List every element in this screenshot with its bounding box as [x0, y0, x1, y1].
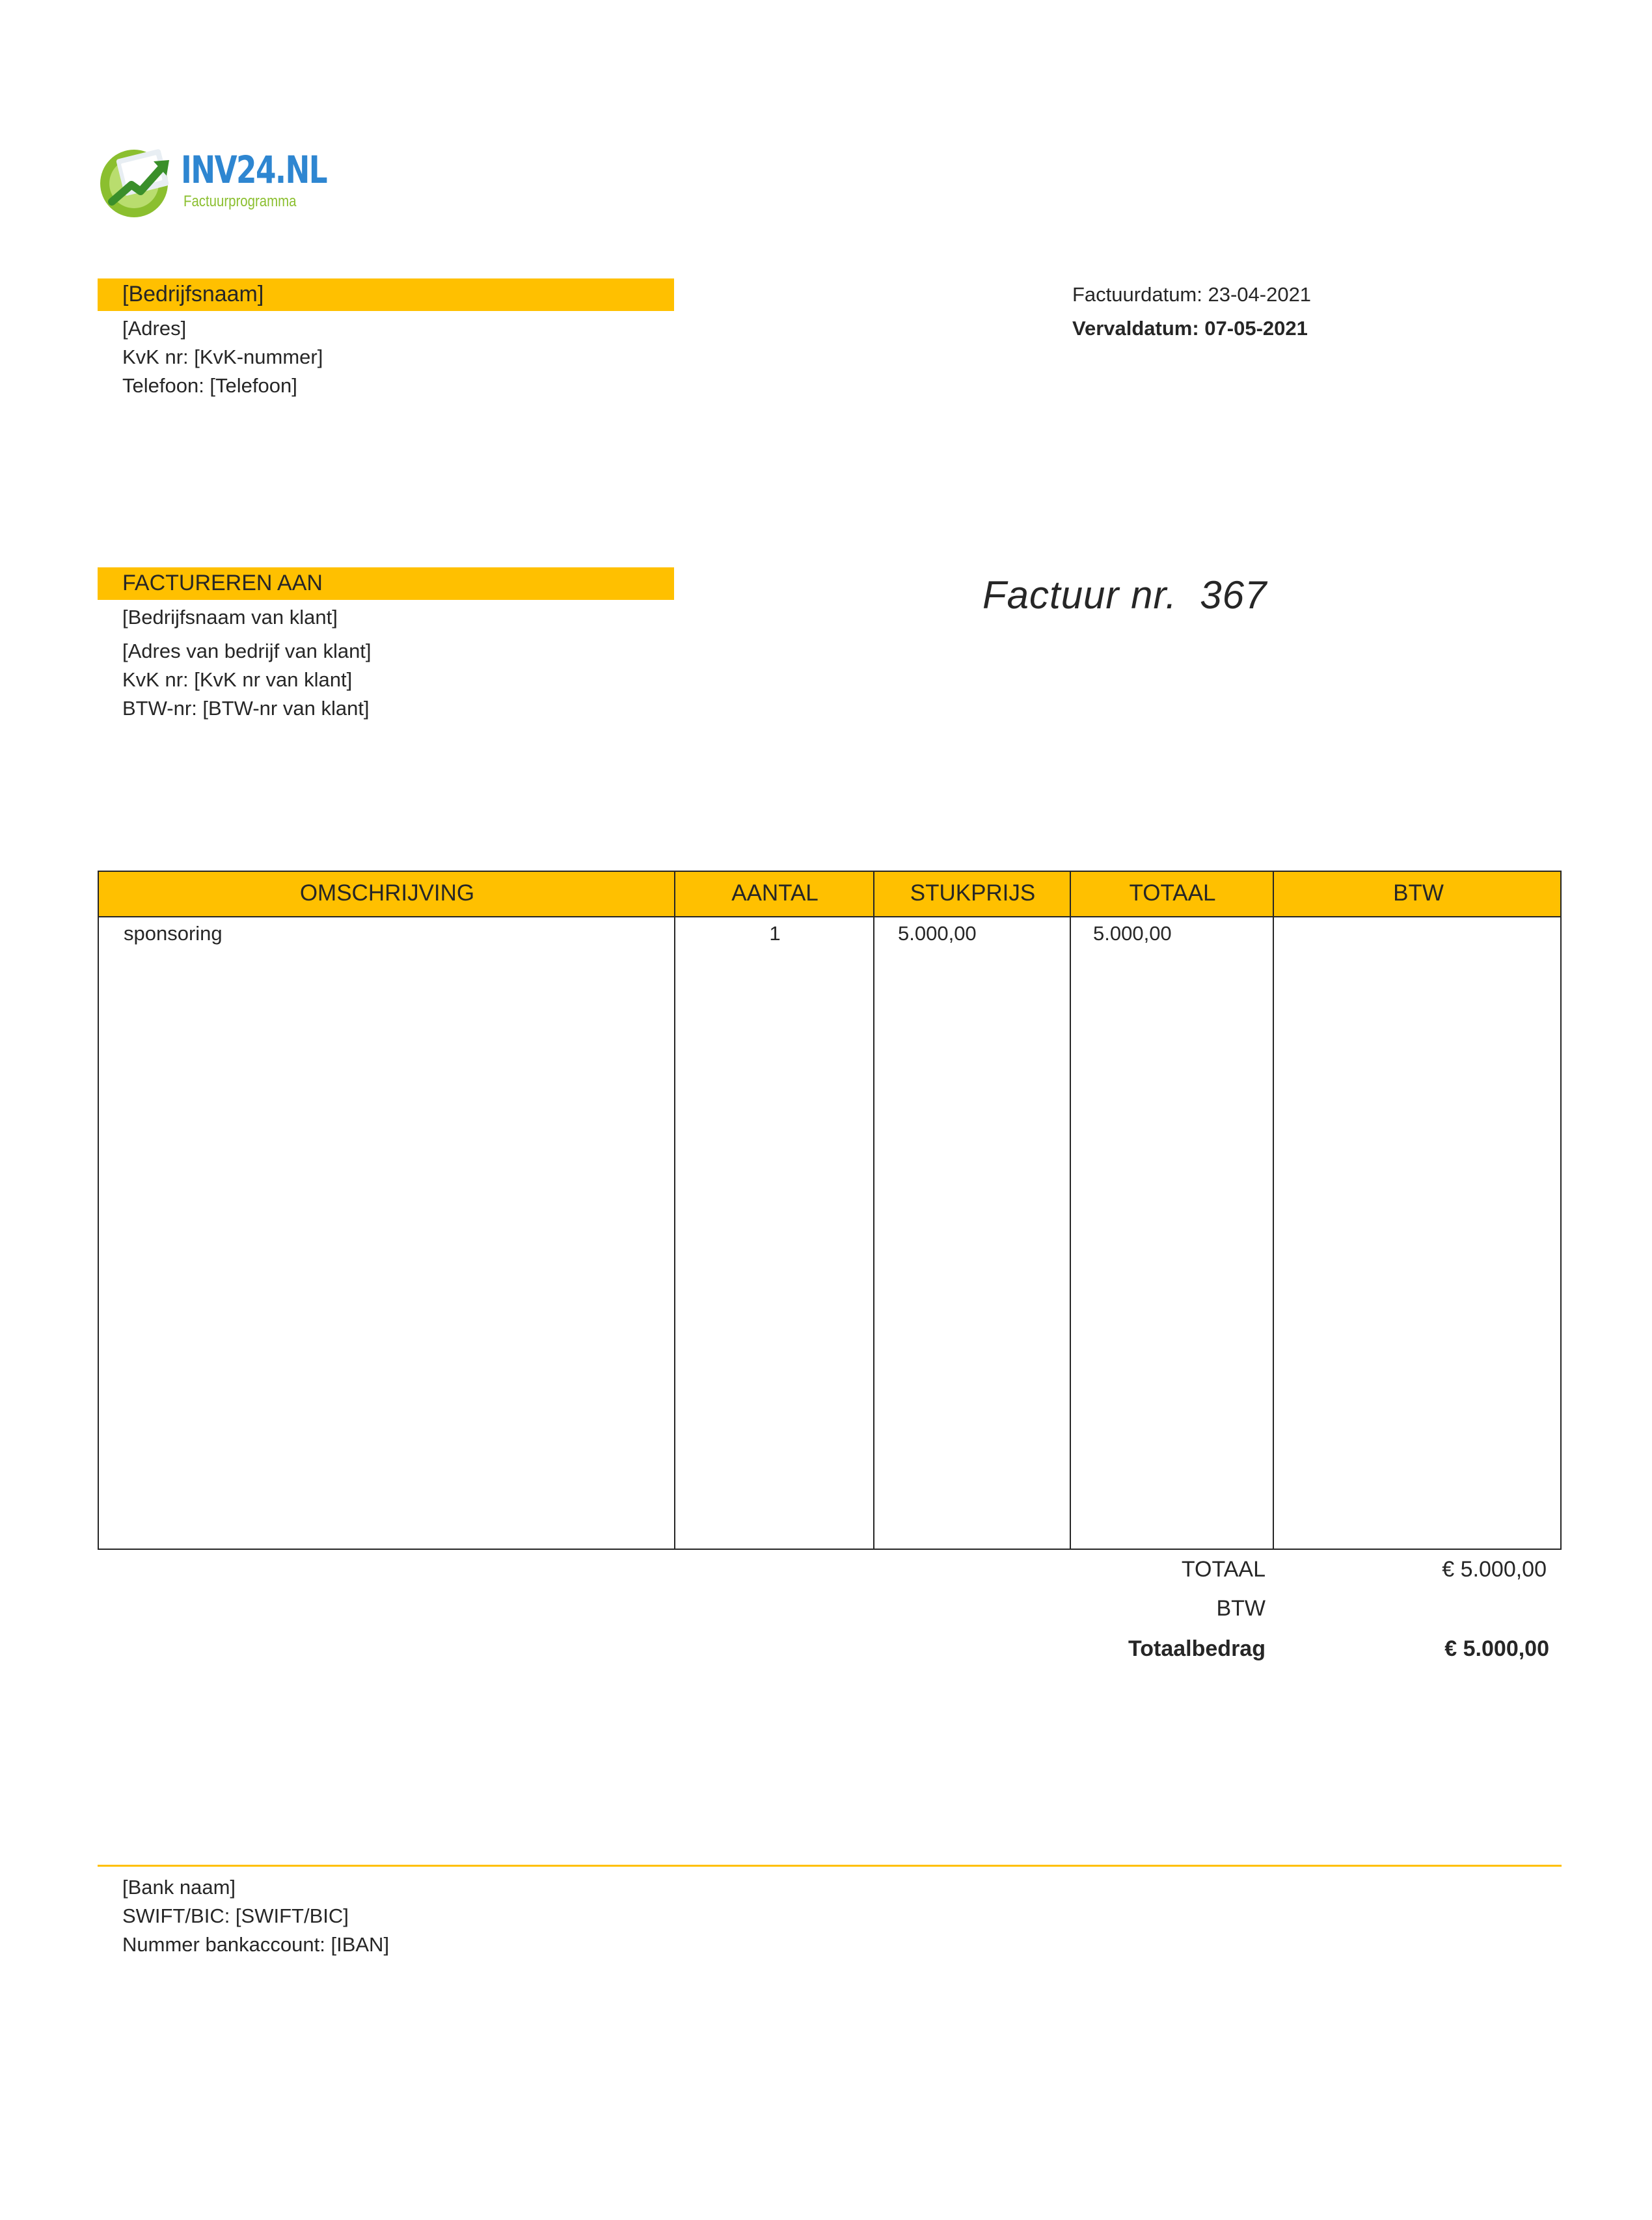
client-kvk: KvK nr: [KvK nr van klant]: [122, 668, 353, 691]
footer-divider: [98, 1865, 1562, 1867]
row-quantity: 1: [769, 922, 781, 945]
client-name: [Bedrijfsnaam van klant]: [122, 606, 338, 629]
company-phone: Telefoon: [Telefoon]: [122, 374, 297, 397]
vat-label: BTW: [1216, 1596, 1266, 1621]
company-address: [Adres]: [122, 317, 187, 340]
row-unit-price: 5.000,00: [898, 922, 977, 945]
invoice-label: Factuur nr.: [982, 573, 1177, 617]
bank-swift: SWIFT/BIC: [SWIFT/BIC]: [122, 1904, 349, 1927]
header-total: TOTAAL: [1129, 880, 1216, 906]
company-logo: [98, 142, 327, 220]
column-divider: [873, 872, 874, 1549]
logo-name: INV24.NL: [181, 148, 327, 192]
column-divider: [1070, 872, 1071, 1549]
column-divider: [674, 872, 675, 1549]
row-description: sponsoring: [124, 922, 223, 945]
client-address: [Adres van bedrijf van klant]: [122, 640, 372, 662]
company-name-band: [98, 278, 674, 311]
client-vat-number: BTW-nr: [BTW-nr van klant]: [122, 697, 370, 720]
column-divider: [1273, 872, 1274, 1549]
grand-total-value: € 5.000,00: [1444, 1636, 1549, 1661]
bill-to-heading: FACTUREREN AAN: [122, 571, 323, 595]
grand-total-label: Totaalbedrag: [1128, 1636, 1266, 1661]
invoice-title: [982, 573, 1267, 617]
subtotal-label: TOTAAL: [1181, 1557, 1266, 1582]
header-vat: BTW: [1393, 880, 1444, 906]
invoice-number: 367: [1200, 573, 1267, 617]
row-total: 5.000,00: [1093, 922, 1172, 945]
bank-name: [Bank naam]: [122, 1876, 236, 1899]
logo-icon: [98, 142, 177, 220]
table-header: [99, 872, 1560, 917]
logo-tagline: Factuurprogramma: [183, 193, 297, 210]
subtotal-value: € 5.000,00: [1442, 1557, 1547, 1582]
header-unit-price: STUKPRIJS: [910, 880, 1036, 906]
company-name: [Bedrijfsnaam]: [122, 282, 264, 306]
header-quantity: AANTAL: [731, 880, 819, 906]
bill-to-band: [98, 567, 674, 600]
company-kvk: KvK nr: [KvK-nummer]: [122, 345, 323, 368]
header-description: OMSCHRIJVING: [299, 880, 475, 906]
invoice-date: Factuurdatum: 23-04-2021: [1072, 283, 1312, 306]
due-date: Vervaldatum: 07-05-2021: [1072, 317, 1308, 340]
bank-iban: Nummer bankaccount: [IBAN]: [122, 1933, 390, 1956]
items-table: [98, 871, 1562, 1550]
